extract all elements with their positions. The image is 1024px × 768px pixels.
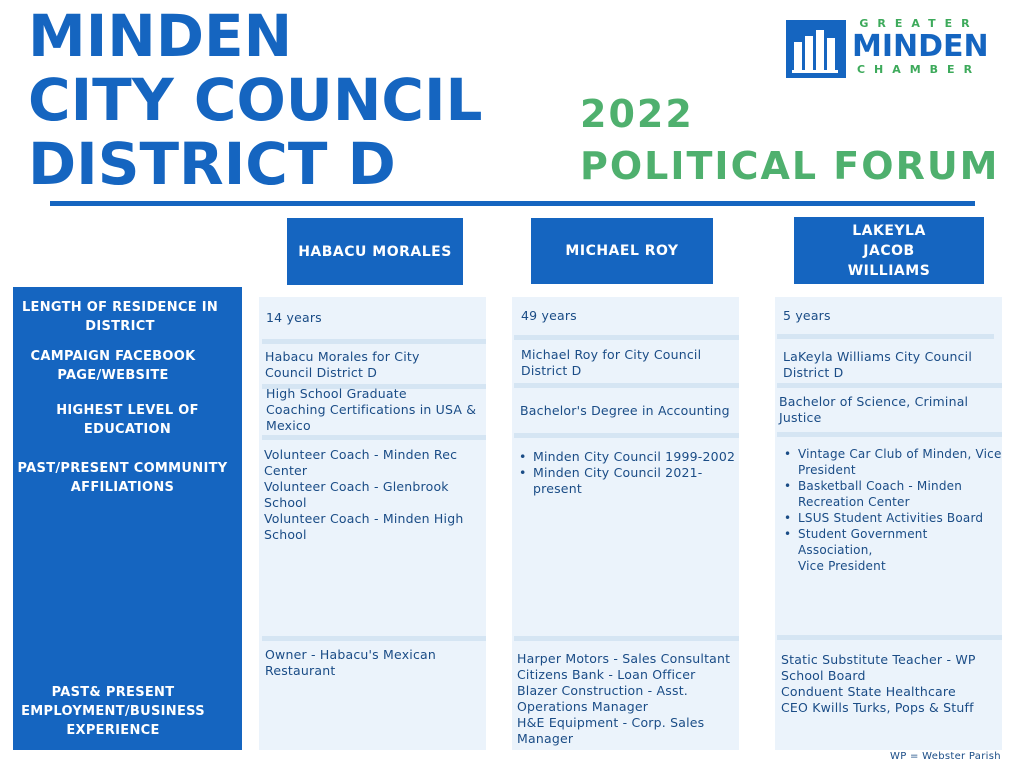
page-title <box>28 4 483 196</box>
row-separator <box>777 635 1002 640</box>
cell-morales-employment: Owner - Habacu's Mexican Restaurant <box>265 647 437 678</box>
subtitle-year: 2022 <box>580 92 694 136</box>
forum-subtitle <box>580 88 1000 192</box>
row-label-affiliations: PAST/PRESENT COMMUNITY AFFILIATIONS <box>17 461 228 495</box>
footnote: WP = Webster Parish <box>890 751 1001 762</box>
header-divider <box>50 201 975 206</box>
cell-williams-employment: Static Substitute Teacher - WP School Board Conduent State Healthcare CEO Kwills Turks, Pops & Stuff <box>781 652 976 715</box>
cell-roy-residence: 49 years <box>521 308 577 323</box>
candidate-header-williams <box>794 217 984 284</box>
list-item: • Basketball Coach - Minden Recreation Center <box>781 478 1003 510</box>
logo-bottom-text: CHAMBER <box>856 63 982 76</box>
list-item: • Student Government Association, Vice President <box>781 526 1003 574</box>
candidate-header-roy <box>531 218 713 284</box>
cell-williams-affiliations <box>781 446 1003 574</box>
cell-williams-facebook: LaKeyla Williams City Council District D <box>783 349 973 380</box>
chamber-logo <box>786 17 989 80</box>
row-separator <box>262 435 486 440</box>
cell-williams-residence: 5 years <box>783 308 831 323</box>
row-label-facebook: CAMPAIGN FACEBOOK PAGE/WEBSITE <box>30 349 196 383</box>
row-separator <box>514 335 739 340</box>
list-item: • Vintage Car Club of Minden, Vice President <box>781 446 1003 478</box>
row-separator <box>777 432 1002 437</box>
cell-morales-residence: 14 years <box>266 310 322 325</box>
row-separator <box>514 636 739 641</box>
list-item: • LSUS Student Activities Board <box>781 510 1003 526</box>
cell-morales-facebook: Habacu Morales for City Council District D <box>265 349 420 380</box>
building-columns-icon <box>786 20 846 78</box>
row-separator <box>514 383 739 388</box>
cell-morales-affiliations: Volunteer Coach - Minden Rec Center Volunteer Coach - Glenbrook School Volunteer Coach - Minden High School <box>264 447 464 542</box>
logo-top-text: GREATER <box>859 17 979 30</box>
title-line-1: MINDEN <box>28 2 293 70</box>
title-line-3: DISTRICT D <box>28 130 396 198</box>
row-separator <box>514 433 739 438</box>
cell-williams-education: Bachelor of Science, Criminal Justice <box>779 394 969 425</box>
row-separator <box>262 339 486 344</box>
cell-roy-affiliations <box>516 449 738 497</box>
logo-middle-text: MINDEN <box>852 29 989 64</box>
cell-roy-employment: Harper Motors - Sales Consultant Citizens Bank - Loan Officer Blazer Construction - Asst. Operations Manager H&E Equipment - Corp. Sales Manager <box>517 651 731 746</box>
candidate-name: MICHAEL ROY <box>565 243 679 259</box>
cell-morales-education: High School Graduate Coaching Certifications in USA & Mexico <box>266 386 477 433</box>
row-label-employment: PAST& PRESENT EMPLOYMENT/BUSINESS EXPERIENCE <box>21 685 205 738</box>
candidate-name-line: WILLIAMS <box>847 262 931 279</box>
row-separator <box>777 383 1002 388</box>
logo-wordmark <box>852 17 989 76</box>
subtitle-forum: POLITICAL FORUM <box>580 144 1000 188</box>
candidate-name-line: JACOB <box>863 242 915 259</box>
row-separator <box>777 334 994 339</box>
candidate-header-morales <box>287 218 463 285</box>
cell-roy-facebook: Michael Roy for City Council District D <box>521 347 702 378</box>
candidate-name: HABACU MORALES <box>298 243 452 260</box>
list-item: • Minden City Council 2021- present <box>516 465 738 497</box>
candidate-name-line: LAKEYLA <box>852 222 926 239</box>
title-line-2: CITY COUNCIL <box>28 66 483 134</box>
list-item: • Minden City Council 1999-2002 <box>516 449 738 465</box>
row-separator <box>262 636 486 641</box>
cell-roy-education: Bachelor's Degree in Accounting <box>520 403 730 418</box>
row-label-residence: LENGTH OF RESIDENCE IN DISTRICT <box>21 300 219 334</box>
row-label-education: HIGHEST LEVEL OF EDUCATION <box>56 403 199 437</box>
